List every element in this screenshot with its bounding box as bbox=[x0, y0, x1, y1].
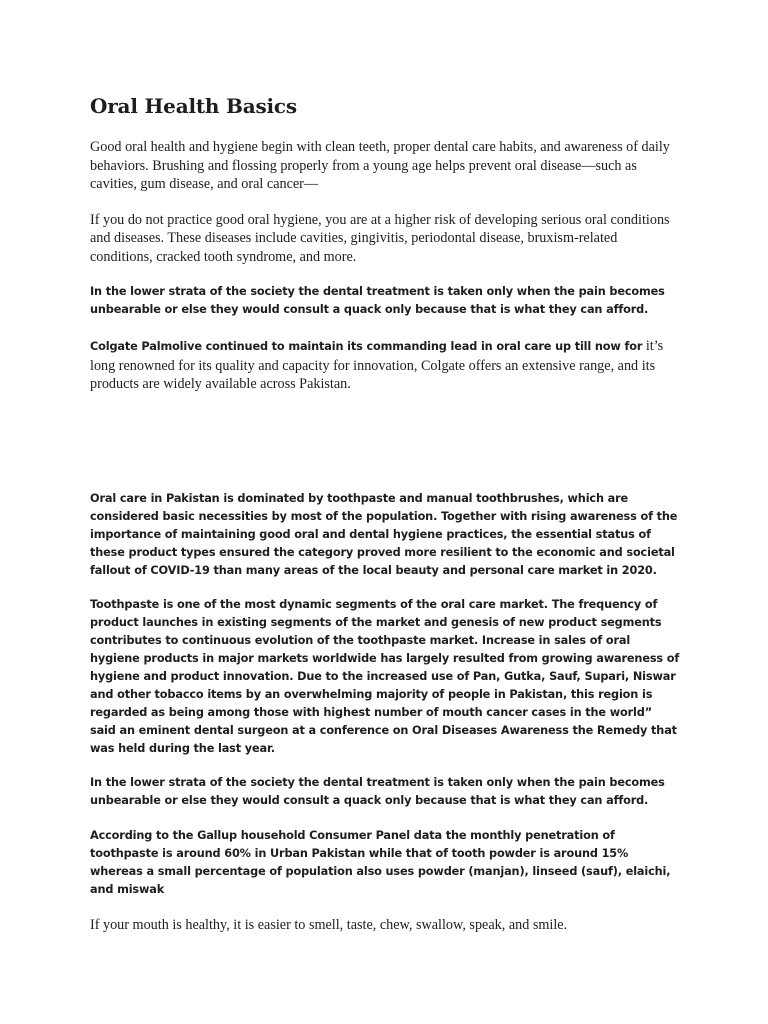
paragraph-colgate-lead: Colgate Palmolive continued to maintain its commanding lead in oral care up till now for bbox=[90, 340, 643, 353]
paragraph-risks: If you do not practice good oral hygiene, you are at a higher risk of developing serious oral conditions and diseases. These diseases include cavities, gingivitis, periodontal disease, bruxism-related conditions, cracked tooth syndrome, and more. bbox=[90, 211, 670, 265]
paragraph-toothpaste-market: Toothpaste is one of the most dynamic segments of the oral care market. The frequency of product launches in existing segments of the market and genesis of new product segments contributes to continuous evolution of the toothpaste market. Increase in sales of oral hygiene products in major markets worldwide has largely resulted from growing awareness of hygiene and product innovation. Due to the increased use of Pan, Gutka, Sauf, Supari, Niswar and other tobacco items by an overwhelming majority of people in Pakistan, this region is regarded as being among those with highest number of mouth cancer cases in the world” said an eminent dental surgeon at a conference on Oral Diseases Awareness the Remedy that was held during the last year. bbox=[90, 597, 680, 755]
paragraph-oral-care-pakistan: Oral care in Pakistan is dominated by toothpaste and manual toothbrushes, which are considered basic necessities by most of the population. Together with rising awareness of the importance of maintaining good oral and dental hygiene practices, the essential status of these product types ensured the category proved more resilient to the economic and societal fallout of COVID-19 than many areas of the local beauty and personal care market in 2020. bbox=[90, 491, 678, 577]
blank-space bbox=[90, 394, 680, 490]
paragraph-healthy-mouth: If your mouth is healthy, it is easier to smell, taste, chew, swallow, speak, and smile. bbox=[90, 916, 568, 933]
paragraph-gallup-data: According to the Gallup household Consumer Panel data the monthly penetration of toothpaste is around 60% in Urban Pakistan while that of tooth powder is around 15% whereas a small percentage of population also uses powder (manjan), linseed (sauf), elaichi, and miswak bbox=[90, 828, 671, 896]
paragraph-colgate bbox=[90, 337, 680, 394]
page-title: Oral Health Basics bbox=[90, 94, 297, 118]
paragraph-colgate-rest: it’s long renowned for its quality and capacity for innovation, Colgate offers an extensive range, and its products are widely available across Pakistan. bbox=[90, 338, 664, 392]
document-page bbox=[90, 92, 680, 934]
paragraph-intro: Good oral health and hygiene begin with clean teeth, proper dental care habits, and awareness of daily behaviors. Brushing and flossing properly from a young age helps prevent oral disease—such as cavities, gum disease, and oral cancer— bbox=[90, 139, 670, 192]
paragraph-lower-strata-repeat: In the lower strata of the society the dental treatment is taken only when the pain becomes unbearable or else they would consult a quack only because that is what they can afford. bbox=[90, 775, 665, 807]
paragraph-lower-strata: In the lower strata of the society the dental treatment is taken only when the pain becomes unbearable or else they would consult a quack only because that is what they can afford. bbox=[90, 285, 665, 316]
